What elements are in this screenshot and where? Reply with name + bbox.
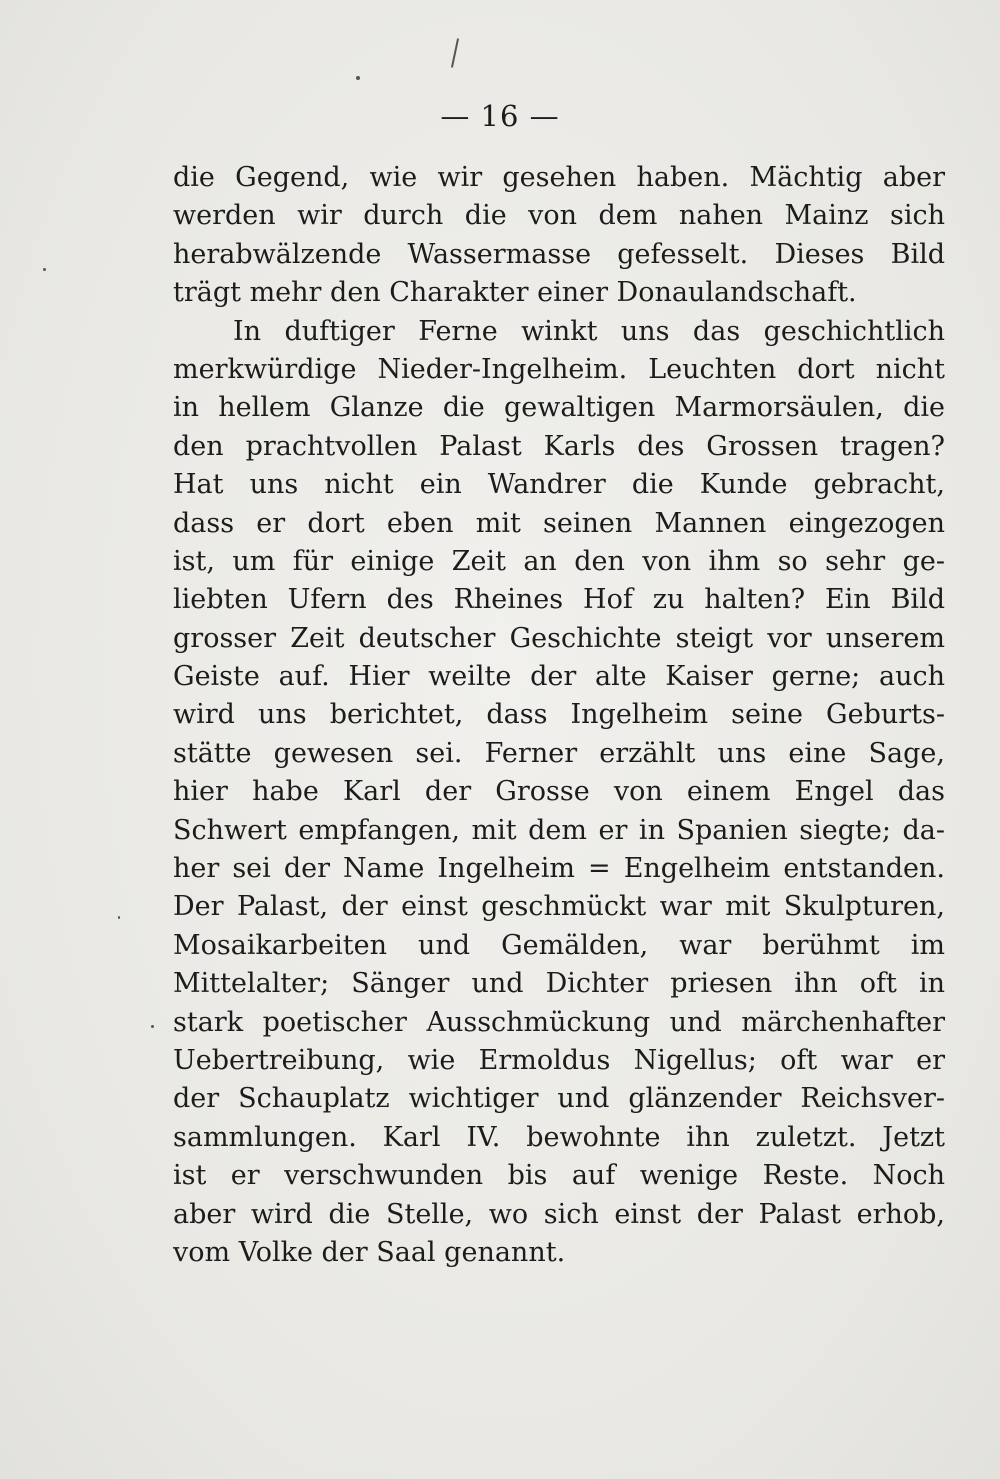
scan-speck xyxy=(43,268,46,271)
text-line: grosser Zeit deutscher Geschichte steigt vor unserem xyxy=(173,622,945,654)
text-line: in hellem Glanze die gewaltigen Marmorsäulen, die xyxy=(173,392,945,424)
scan-speck xyxy=(451,38,459,68)
text-line: trägt mehr den Charakter einer Donaulandschaft. xyxy=(173,277,857,309)
scan-speck xyxy=(151,1025,154,1028)
text-line: ist, um für einige Zeit an den von ihm so sehr ge- xyxy=(173,545,945,577)
text-line: liebten Ufern des Rheines Hof zu halten? Ein Bild xyxy=(173,584,945,616)
text-line: merkwürdige Nieder-Ingelheim. Leuchten dort nicht xyxy=(173,353,945,385)
text-line: stätte gewesen sei. Ferner erzählt uns eine Sage, xyxy=(173,737,945,769)
scan-speck xyxy=(118,916,120,919)
text-line: Schwert empfangen, mit dem er in Spanien siegte; da- xyxy=(173,814,945,846)
text-line: Mittelalter; Sänger und Dichter priesen ihn oft in xyxy=(173,968,945,1000)
text-line: stark poetischer Ausschmückung und märchenhafter xyxy=(173,1006,945,1038)
text-line: dass er dort eben mit seinen Mannen eingezogen xyxy=(173,507,945,539)
page-number: — 16 — xyxy=(440,99,560,133)
text-line: vom Volke der Saal genannt. xyxy=(173,1236,566,1268)
text-line: her sei der Name Ingelheim = Engelheim entstanden. xyxy=(173,853,945,885)
text-line: sammlungen. Karl IV. bewohnte ihn zuletzt. Jetzt xyxy=(173,1121,945,1153)
text-line: wird uns berichtet, dass Ingelheim seine Geburts- xyxy=(173,699,945,731)
text-line: den prachtvollen Palast Karls des Grossen tragen? xyxy=(173,430,945,462)
text-line: die Gegend, wie wir gesehen haben. Mächtig aber xyxy=(173,162,945,193)
text-line: ist er verschwunden bis auf wenige Reste. Noch xyxy=(173,1160,945,1192)
text-line: werden wir durch die von dem nahen Mainz sich xyxy=(173,200,945,232)
text-line: Hat uns nicht ein Wandrer die Kunde gebracht, xyxy=(173,469,945,501)
text-line: aber wird die Stelle, wo sich einst der Palast erhob, xyxy=(173,1198,945,1230)
text-line: Uebertreibung, wie Ermoldus Nigellus; oft war er xyxy=(173,1044,945,1076)
text-line: Der Palast, der einst geschmückt war mit Skulpturen, xyxy=(173,891,945,923)
text-line: herabwälzende Wassermasse gefesselt. Dieses Bild xyxy=(173,238,945,270)
paragraph-start-line: In duftiger Ferne winkt uns das geschichtlich xyxy=(233,315,945,347)
text-line: Mosaikarbeiten und Gemälden, war berühmt im xyxy=(173,929,945,961)
scan-speck xyxy=(356,76,360,80)
body-text xyxy=(173,159,945,1272)
text-line: der Schauplatz wichtiger und glänzender Reichsver- xyxy=(173,1083,945,1115)
text-line: hier habe Karl der Grosse von einem Engel das xyxy=(173,776,945,808)
text-line: Geiste auf. Hier weilte der alte Kaiser gerne; auch xyxy=(173,661,945,693)
